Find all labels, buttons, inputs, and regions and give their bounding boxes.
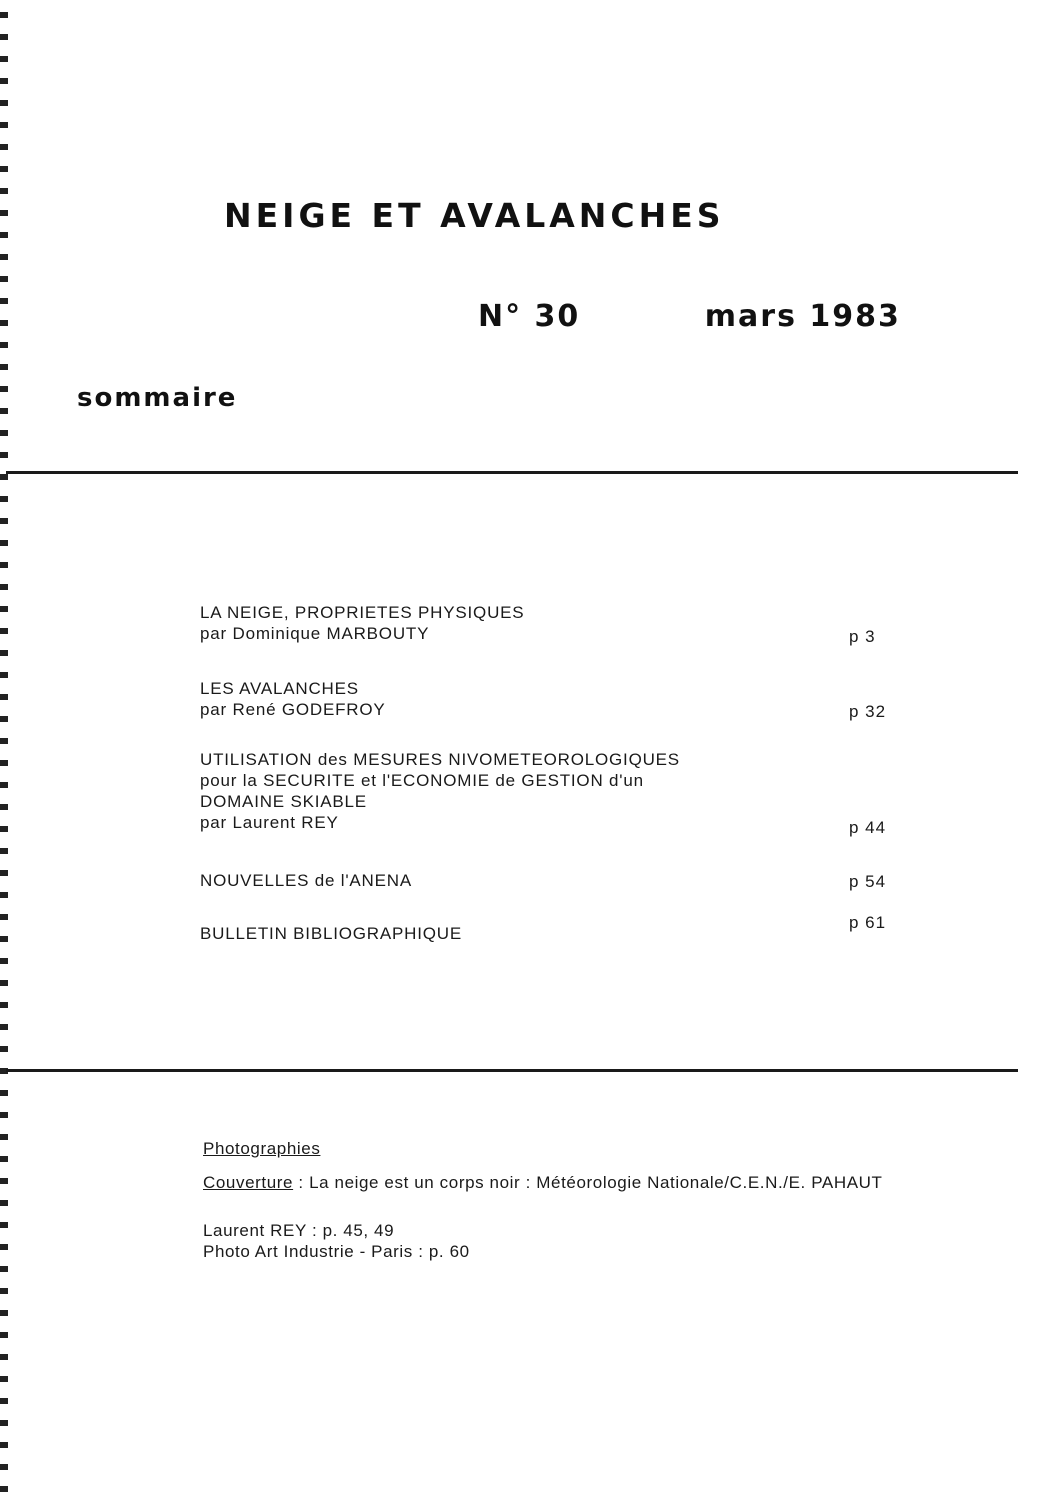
toc-entry-title: BULLETIN BIBLIOGRAPHIQUE — [200, 924, 462, 943]
cover-credit — [203, 1173, 883, 1193]
credit-line-2: Photo Art Industrie - Paris : p. 60 — [203, 1242, 470, 1261]
spiral-binding — [0, 0, 8, 1493]
toc-entry-4-page: p 54 — [849, 872, 887, 891]
toc-entry-title-line-3: DOMAINE SKIABLE — [200, 792, 367, 811]
top-divider — [6, 471, 1018, 474]
magazine-title: NEIGE ET AVALANCHES — [224, 196, 725, 235]
toc-entry-3 — [200, 749, 900, 833]
toc-entry-3-page: p 44 — [849, 818, 887, 837]
issue-number: N° 30 — [478, 299, 581, 334]
credit-line-1: Laurent REY : p. 45, 49 — [203, 1221, 395, 1240]
toc-entry-author: par Laurent REY — [200, 813, 339, 832]
cover-credit-text: : La neige est un corps noir : Météorologie Nationale/C.E.N./E. PAHAUT — [293, 1173, 883, 1192]
credits-heading: Photographies — [203, 1139, 321, 1158]
toc-entry-2 — [200, 678, 900, 720]
toc-entry-5-page: p 61 — [849, 913, 887, 932]
toc-entry-2-page: p 32 — [849, 702, 887, 721]
toc-entry-title-line-1: UTILISATION des MESURES NIVOMETEOROLOGIQUES — [200, 750, 680, 769]
toc-entry-4 — [200, 870, 900, 891]
issue-date: mars 1983 — [704, 299, 901, 334]
section-label: sommaire — [77, 383, 238, 413]
toc-entry-title: LA NEIGE, PROPRIETES PHYSIQUES — [200, 603, 525, 622]
toc-entry-title-line-2: pour la SECURITE et l'ECONOMIE de GESTION d'un — [200, 771, 644, 790]
toc-entry-author: par René GODEFROY — [200, 700, 386, 719]
toc-entry-title: NOUVELLES de l'ANENA — [200, 871, 412, 890]
toc-entry-1 — [200, 602, 900, 644]
cover-credit-label: Couverture — [203, 1173, 294, 1192]
toc-entry-author: par Dominique MARBOUTY — [200, 624, 430, 643]
toc-entry-1-page: p 3 — [849, 627, 876, 646]
toc-entry-title: LES AVALANCHES — [200, 679, 359, 698]
toc-entry-5 — [200, 923, 900, 944]
bottom-divider — [6, 1069, 1018, 1072]
issue-info — [478, 299, 901, 334]
